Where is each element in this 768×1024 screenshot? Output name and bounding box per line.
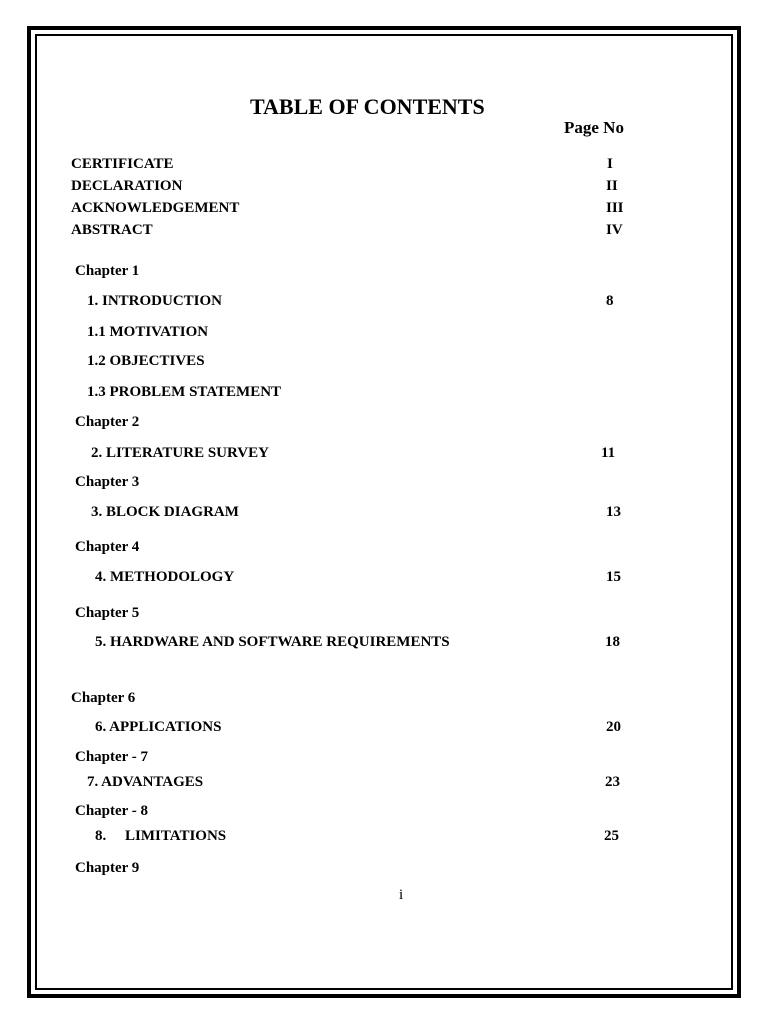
toc-entry-declaration: DECLARATION (71, 178, 183, 194)
chapter-heading: Chapter - 7 (75, 749, 149, 765)
toc-page: 20 (606, 719, 621, 735)
toc-page-abstract: IV (606, 222, 623, 238)
toc-page: 13 (606, 504, 621, 520)
toc-page: 18 (605, 634, 620, 650)
toc-page: 23 (605, 774, 620, 790)
toc-page: 15 (606, 569, 621, 585)
chapter-heading: Chapter 3 (75, 474, 140, 490)
chapter-heading: Chapter - 8 (75, 803, 149, 819)
toc-entry: 6. APPLICATIONS (95, 719, 222, 735)
toc-page: 11 (601, 445, 616, 461)
toc-entry: 7. ADVANTAGES (87, 774, 204, 790)
chapter-heading: Chapter 9 (75, 860, 140, 876)
chapter-heading: Chapter 2 (75, 414, 140, 430)
toc-entry: 1.1 MOTIVATION (87, 324, 209, 340)
toc-entry-certificate: CERTIFICATE (71, 156, 174, 172)
page-no-header: Page No (564, 118, 624, 137)
toc-page-declaration: II (606, 178, 618, 194)
chapter-heading: Chapter 6 (71, 690, 136, 706)
chapter-heading: Chapter 5 (75, 605, 140, 621)
toc-entry-acknowledgement: ACKNOWLEDGEMENT (71, 200, 240, 216)
page-title: TABLE OF CONTENTS (250, 94, 485, 119)
toc-page: 25 (604, 828, 619, 844)
toc-page-certificate: I (607, 156, 613, 172)
toc-entry: 1.3 PROBLEM STATEMENT (87, 384, 282, 400)
toc-entry: 1.2 OBJECTIVES (87, 353, 205, 369)
toc-entry: 5. HARDWARE AND SOFTWARE REQUIREMENTS (95, 634, 450, 650)
toc-entry: 1. INTRODUCTION (87, 293, 223, 309)
toc-entry: 3. BLOCK DIAGRAM (91, 504, 239, 520)
chapter-heading: Chapter 1 (75, 263, 140, 279)
chapter-heading: Chapter 4 (75, 539, 140, 555)
toc-page-acknowledgement: III (606, 200, 624, 216)
toc-entry: 2. LITERATURE SURVEY (91, 445, 269, 461)
toc-entry: 4. METHODOLOGY (95, 569, 235, 585)
toc-entry-abstract: ABSTRACT (71, 222, 153, 238)
footer-page-number: i (399, 887, 404, 903)
toc-entry: 8. LIMITATIONS (95, 828, 227, 844)
toc-page: 8 (606, 293, 614, 309)
